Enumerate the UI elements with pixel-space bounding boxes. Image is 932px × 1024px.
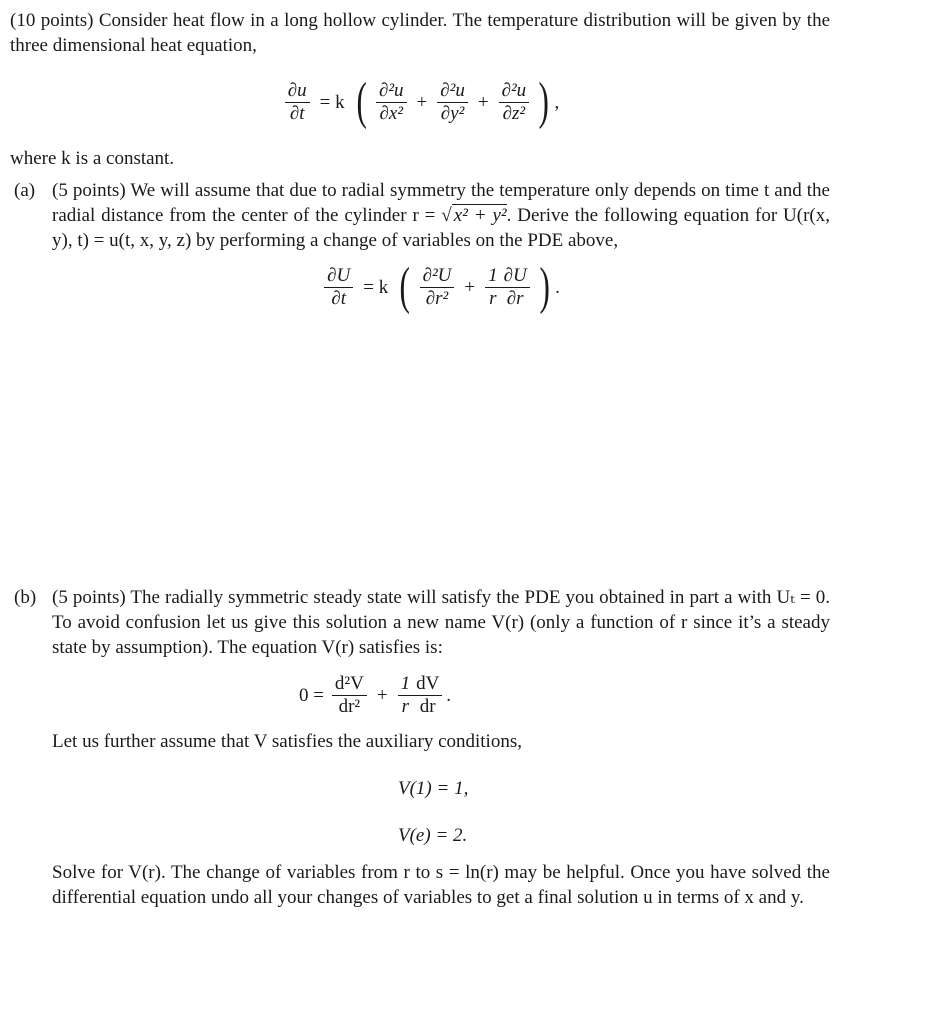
part-b-label: (b) (14, 587, 37, 608)
part-b-text-2: Let us further assume that V satisfies the auxiliary conditions, (52, 731, 522, 752)
part-a-text-1: (5 points) We will assume that due to radial symmetry the temperature only depends on time t and the radial distance from the center of the cylinder r = (52, 180, 830, 226)
heat-lhs-fraction: $\frac{\partial u}{\partial t}$ (285, 80, 310, 125)
heat-term-x: $\frac{\text{∂²u}}{\text{∂x²}}$ (376, 80, 407, 125)
part-b (10, 585, 830, 660)
ode-equation: 0 = $\frac{\text{d²V}}{\text{dr²}}$ + $\frac{1}{r}$ $\frac{dV}{dr}$ . (298, 672, 452, 717)
heat-equation: $\frac{\partial u}{\partial t}$ = k ( $\frac{\text{∂²u}}{\text{∂x²}}$ + $\frac{\text{∂²u}}{\text{∂y²}}$ + $\frac{\text{∂²u}}{\text{∂z²}}$ ) , (10, 70, 830, 134)
heat-term-z: $\frac{\text{∂²u}}{\text{∂z²}}$ (499, 80, 530, 125)
problem-page (10, 8, 830, 910)
right-paren: ) (538, 73, 550, 130)
condition-1: V(1) = 1, (398, 778, 469, 799)
intro-text: (10 points) Consider heat flow in a long hollow cylinder. The temperature distribution will be given by the three dimensional heat equation, (10, 10, 830, 56)
heat-term-y: $\frac{\text{∂²u}}{\text{∂y²}}$ (437, 80, 468, 125)
part-a: (a) (5 points) We will assume that due to radial symmetry the temperature only depends on time t and the radial distance from the center of the cylinder r = √ x² + y². Derive the following equation for U(r(x, y), t) = u(t, x, y, z) by performing a change of variables on the PDE above, (14, 180, 830, 251)
left-paren: ( (356, 73, 367, 130)
part-b-text-3: Solve for V(r). The change of variables from r to s = ln(r) may be helpful. Once you have solved the differential equation undo all your changes of variables to get a final solution u in terms of x and y. (52, 862, 830, 908)
heat-equals-k: = k (319, 91, 345, 113)
part-a-text-2: . Derive the following equation for U(r(x, y), t) = u(t, x, y, z) by performing a change of variables on the PDE above, (52, 205, 830, 251)
sqrt-content: x² + y² (453, 205, 507, 226)
radial-equation: $\frac{\partial U}{\partial t}$ = k ( $\frac{\text{∂²U}}{\text{∂r²}}$ + $\frac{1}{r}$ $\frac{\partial U}{\partial r}$ ) . (10, 259, 830, 315)
where-text: where k is a constant. (10, 148, 175, 169)
condition-2: V(e) = 2. (398, 825, 468, 846)
part-b-text-1: (5 points) The radially symmetric steady state will satisfy the PDE you obtained in part a with Uₜ = 0. To avoid confusion let us give this solution a new name V(r) (only a function of r since it’s a steady state by assumption). The equation V(r) satisfies is: (52, 587, 830, 658)
part-a-label: (a) (14, 180, 36, 201)
